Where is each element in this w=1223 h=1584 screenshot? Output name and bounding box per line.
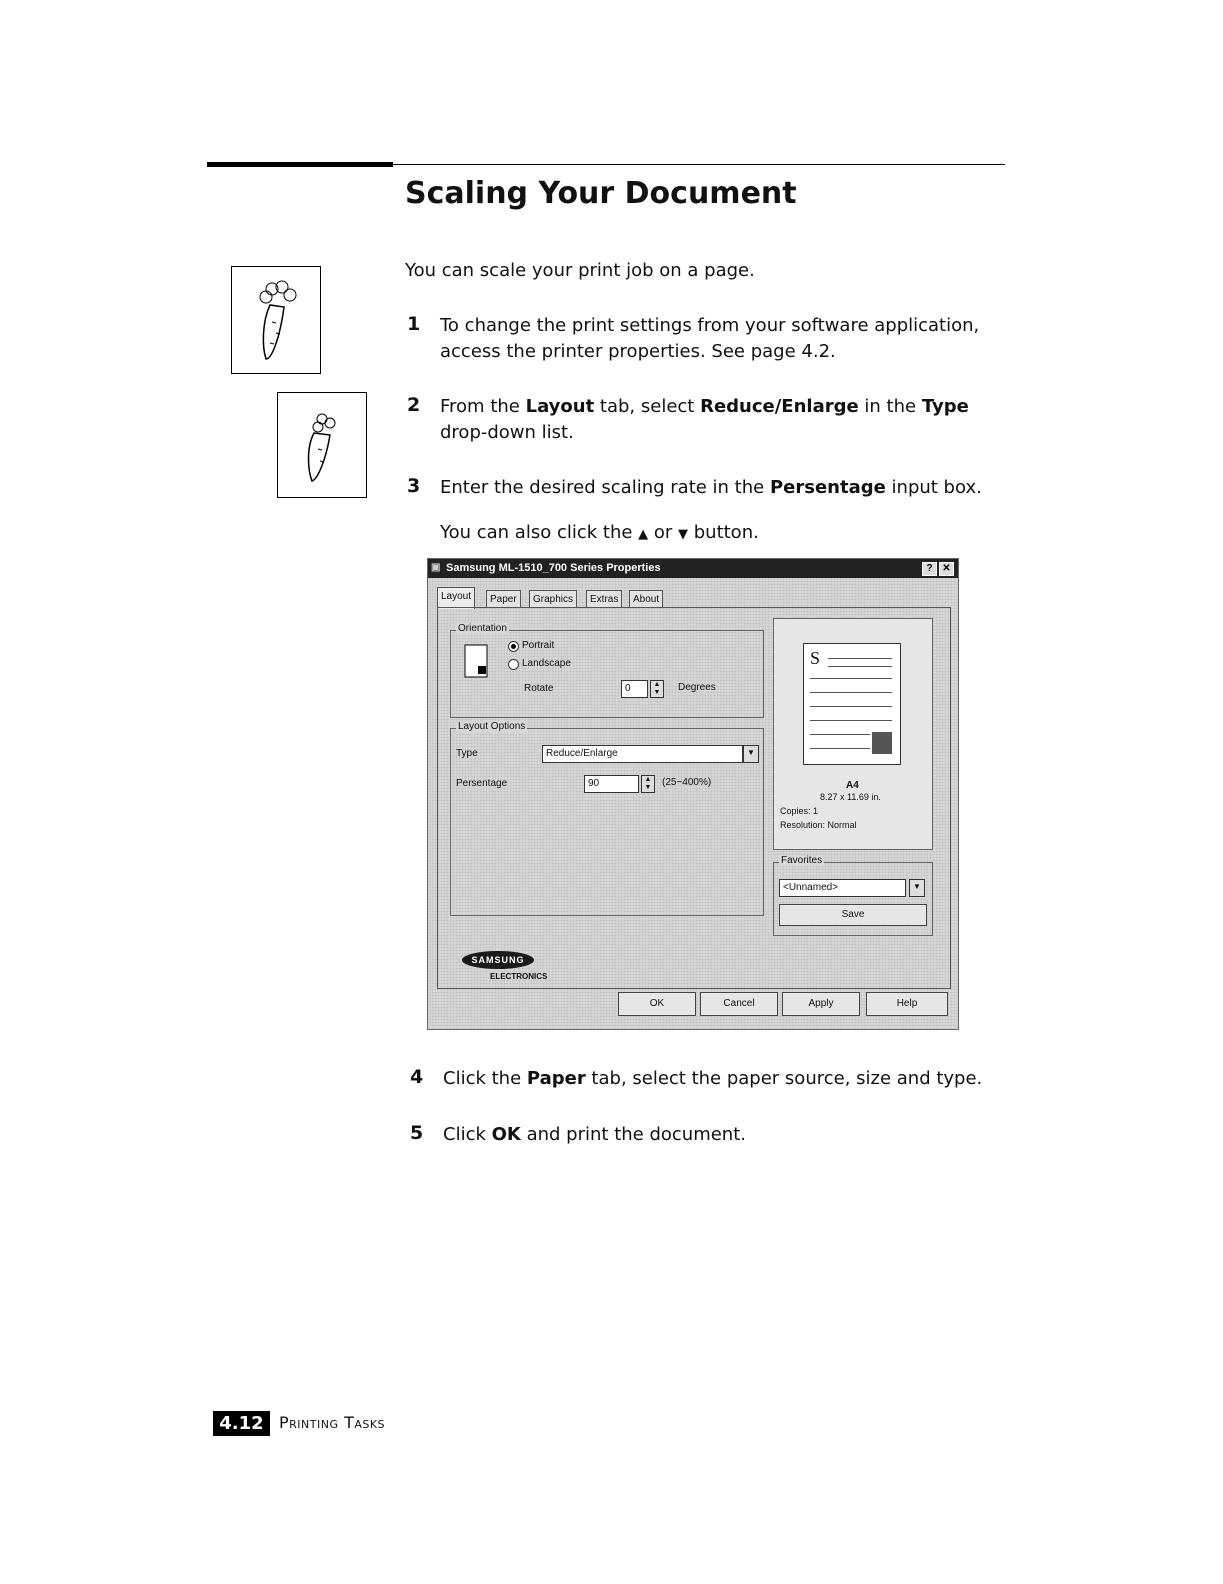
save-button[interactable]: Save bbox=[779, 904, 927, 926]
apply-button[interactable]: Apply bbox=[782, 992, 860, 1016]
favorites-select[interactable]: <Unnamed> bbox=[779, 879, 906, 897]
step-3-bold-persentage: Persentage bbox=[769, 477, 886, 498]
orientation-label: Orientation bbox=[458, 623, 507, 634]
landscape-radio[interactable] bbox=[508, 659, 519, 670]
landscape-label: Landscape bbox=[522, 658, 571, 669]
step-2-line-1 bbox=[440, 394, 969, 420]
step-3-number: 3 bbox=[407, 475, 421, 497]
step-1-line-2: access the printer properties. See page 4.2. bbox=[440, 341, 836, 362]
dialog-title: Samsung ML-1510_700 Series Properties bbox=[446, 562, 661, 574]
margin-icon-box-2 bbox=[277, 392, 367, 498]
rotate-label: Rotate bbox=[524, 683, 554, 694]
step-4-text: tab, select the paper source, size and type. bbox=[585, 1068, 983, 1089]
percentage-label: Persentage bbox=[456, 778, 508, 789]
step-3-sub-text: You can also click the bbox=[440, 522, 639, 543]
step-1-line-1: To change the print settings from your software application, bbox=[440, 315, 980, 336]
carrot-icon bbox=[232, 267, 320, 373]
tab-extras[interactable]: Extras bbox=[586, 590, 622, 608]
step-3-sub-text: button. bbox=[688, 522, 759, 543]
orientation-group bbox=[450, 630, 764, 718]
carrot-icon bbox=[278, 393, 366, 497]
step-4-number: 4 bbox=[410, 1066, 424, 1088]
step-4-bold-paper: Paper bbox=[526, 1068, 586, 1089]
preview-copies: Copies: 1 bbox=[780, 806, 819, 816]
close-icon[interactable]: ✕ bbox=[939, 562, 954, 576]
portrait-page-icon bbox=[464, 644, 494, 680]
margin-icon-box-1 bbox=[231, 266, 321, 374]
printer-icon: ▣ bbox=[431, 562, 441, 573]
step-3-sub-text: or bbox=[648, 522, 679, 543]
step-1-number: 1 bbox=[407, 313, 421, 335]
tab-paper[interactable]: Paper bbox=[486, 590, 521, 608]
preview-line bbox=[810, 678, 892, 679]
footer-section-title: Printing Tasks bbox=[279, 1413, 386, 1432]
favorites-label: Favorites bbox=[781, 855, 823, 866]
help-icon[interactable]: ? bbox=[922, 562, 937, 576]
step-2-bold-reduce: Reduce/Enlarge bbox=[700, 396, 859, 417]
intro-text: You can scale your print job on a page. bbox=[405, 260, 755, 281]
step-4-text: Click the bbox=[443, 1068, 527, 1089]
preview-line bbox=[810, 734, 870, 735]
preview-line bbox=[810, 720, 892, 721]
step-3-text: Enter the desired scaling rate in the bbox=[440, 477, 770, 498]
step-2-line-2: drop-down list. bbox=[440, 422, 574, 443]
step-2-text: in the bbox=[858, 396, 922, 417]
preview-resolution: Resolution: Normal bbox=[780, 820, 857, 830]
rotate-input[interactable]: 0 bbox=[621, 680, 648, 698]
step-5-bold-ok: OK bbox=[491, 1124, 521, 1145]
percentage-spinner[interactable]: ▲ ▼ bbox=[641, 775, 655, 793]
step-5-number: 5 bbox=[410, 1122, 424, 1144]
tab-layout[interactable]: Layout bbox=[437, 587, 475, 609]
tab-graphics[interactable]: Graphics bbox=[529, 590, 577, 608]
step-3-text: input box. bbox=[885, 477, 982, 498]
portrait-label: Portrait bbox=[522, 640, 555, 651]
step-5-line bbox=[443, 1122, 746, 1148]
down-arrow-icon: ▼ bbox=[678, 527, 689, 542]
preview-line bbox=[810, 748, 870, 749]
degrees-label: Degrees bbox=[678, 682, 716, 693]
preview-graphic-icon bbox=[872, 732, 892, 754]
step-2-bold-layout: Layout bbox=[525, 396, 595, 417]
portrait-radio[interactable] bbox=[508, 641, 519, 652]
favorites-dropdown-chevron-icon[interactable]: ▼ bbox=[909, 879, 925, 897]
samsung-logo-sub: ELECTRONICS bbox=[490, 972, 548, 981]
preview-line bbox=[828, 658, 892, 659]
help-button[interactable]: Help bbox=[866, 992, 948, 1016]
preview-line bbox=[810, 706, 892, 707]
layout-panel bbox=[437, 607, 951, 989]
step-4-line bbox=[443, 1066, 982, 1092]
step-5-text: Click bbox=[443, 1124, 492, 1145]
preview-line bbox=[810, 692, 892, 693]
cancel-button[interactable]: Cancel bbox=[700, 992, 778, 1016]
type-label: Type bbox=[456, 748, 478, 759]
preview-page-letter: S bbox=[810, 648, 821, 668]
footer-page-number: 4.12 bbox=[213, 1411, 270, 1436]
percentage-range: (25~400%) bbox=[662, 777, 712, 788]
preview-paper-name: A4 bbox=[846, 780, 859, 791]
page-title: Scaling Your Document bbox=[405, 176, 797, 211]
printer-properties-dialog bbox=[427, 558, 959, 1030]
up-arrow-icon: ▲ bbox=[638, 527, 649, 542]
type-select[interactable]: Reduce/Enlarge bbox=[542, 745, 743, 763]
step-2-text: From the bbox=[440, 396, 526, 417]
percentage-input[interactable]: 90 bbox=[584, 775, 639, 793]
step-3-sub bbox=[440, 520, 759, 548]
type-dropdown-chevron-icon[interactable]: ▼ bbox=[743, 745, 759, 763]
step-5-text: and print the document. bbox=[520, 1124, 746, 1145]
dialog-titlebar bbox=[428, 559, 958, 578]
step-2-number: 2 bbox=[407, 394, 421, 416]
preview-line bbox=[828, 666, 892, 667]
rotate-spinner[interactable]: ▲ ▼ bbox=[650, 680, 664, 698]
header-rule-thin bbox=[393, 164, 1005, 165]
preview-paper-size: 8.27 x 11.69 in. bbox=[820, 792, 881, 802]
tab-about[interactable]: About bbox=[629, 590, 663, 608]
layout-options-label: Layout Options bbox=[458, 721, 526, 732]
step-2-bold-type: Type bbox=[921, 396, 969, 417]
step-3-line-1 bbox=[440, 475, 982, 501]
ok-button[interactable]: OK bbox=[618, 992, 696, 1016]
header-rule-thick bbox=[207, 162, 393, 167]
step-2-text: tab, select bbox=[594, 396, 701, 417]
samsung-logo: SAMSUNG bbox=[462, 951, 534, 969]
